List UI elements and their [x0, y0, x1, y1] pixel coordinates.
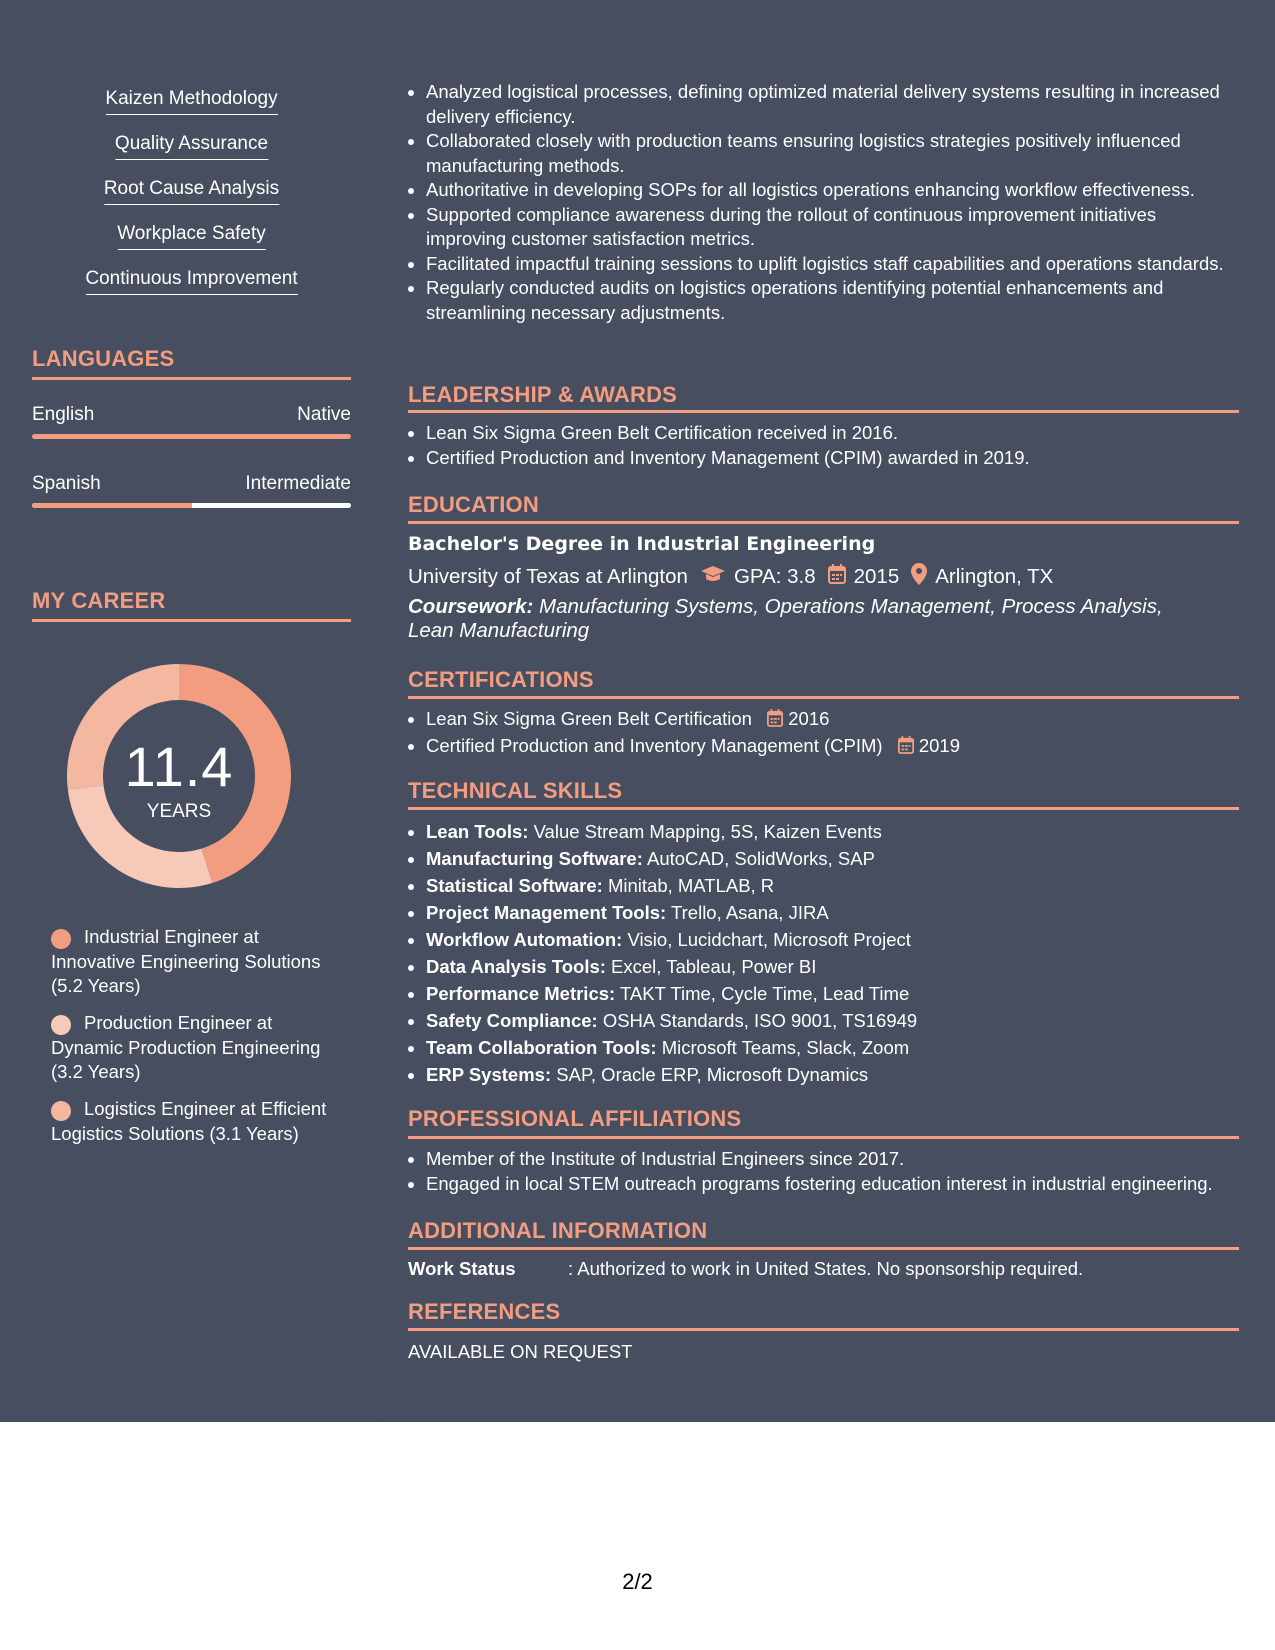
list-item: • Member of the Institute of Industrial Engineers since 2017. [426, 1147, 1257, 1172]
language-name: English [32, 404, 95, 425]
skill-value: Visio, Lucidchart, Microsoft Project [627, 929, 911, 950]
list-item [426, 980, 1236, 1007]
certification-name: Lean Six Sigma Green Belt Certification [426, 708, 752, 729]
technical-skills-list [408, 818, 1236, 1088]
additional-info-title: ADDITIONAL INFORMATION [408, 1218, 708, 1243]
skill-value: AutoCAD, SolidWorks, SAP [647, 848, 875, 869]
school-name: University of Texas at Arlington [408, 565, 688, 588]
career-rule [32, 619, 351, 622]
skill-tag: Continuous Improvement [85, 268, 297, 295]
leadership-rule [408, 410, 1239, 413]
list-item: • Analyzed logistical processes, defining optimized material delivery systems resulting in increased delivery efficiency. [426, 80, 1236, 129]
languages-rule [32, 377, 351, 380]
skill-value: Minitab, MATLAB, R [607, 875, 775, 896]
skill-tag: Kaizen Methodology [105, 88, 277, 115]
coursework-text: Manufacturing Systems, Operations Management, Process Analysis, Lean Manufacturing [408, 595, 1163, 642]
list-item [426, 1061, 1236, 1088]
education-title: EDUCATION [408, 492, 539, 517]
list-item [426, 1034, 1236, 1061]
calendar-icon [898, 736, 914, 761]
list-item [426, 845, 1236, 872]
language-name: Spanish [32, 473, 101, 494]
certifications-title: CERTIFICATIONS [408, 667, 594, 692]
references-rule [408, 1328, 1239, 1331]
list-item [426, 734, 1236, 761]
technical-skills-title: TECHNICAL SKILLS [408, 778, 623, 803]
list-item: • Collaborated closely with production teams ensuring logistics strategies positively influenced manufacturing methods. [426, 129, 1236, 178]
language-bar-fill [32, 434, 351, 439]
work-status-label: Work Status [408, 1258, 516, 1279]
list-item [426, 818, 1236, 845]
affiliations-list [408, 1147, 1257, 1196]
career-legend-item [51, 1097, 341, 1146]
calendar-icon [767, 709, 783, 734]
certifications-rule [408, 696, 1239, 699]
language-level: Intermediate [245, 473, 351, 494]
technical-skills-rule [408, 807, 1239, 810]
list-item [426, 707, 1236, 734]
list-item [426, 872, 1236, 899]
language-bar-fill [32, 503, 192, 508]
coursework-label: Coursework: [408, 595, 534, 618]
career-legend-label: Logistics Engineer at Efficient Logistics Solutions (3.1 Years) [51, 1098, 327, 1144]
languages-title: LANGUAGES [32, 346, 175, 371]
career-total-value: 11.4 [124, 735, 234, 798]
skill-tag: Workplace Safety [117, 223, 266, 250]
skill-label: Safety Compliance: [426, 1010, 598, 1031]
references-title: REFERENCES [408, 1299, 561, 1324]
career-donut-chart [66, 663, 292, 889]
career-title: MY CAREER [32, 588, 166, 613]
graduation-cap-icon [700, 565, 726, 589]
skill-value: Value Stream Mapping, 5S, Kaizen Events [533, 821, 882, 842]
gpa: GPA: 3.8 [733, 565, 816, 588]
language-bar-spanish [32, 503, 351, 508]
career-legend-item [51, 1011, 341, 1085]
page-number: 2/2 [622, 1569, 653, 1594]
list-item: • Lean Six Sigma Green Belt Certification received in 2016. [426, 421, 1236, 446]
references-text: AVAILABLE ON REQUEST [408, 1341, 633, 1362]
skill-value: SAP, Oracle ERP, Microsoft Dynamics [556, 1064, 869, 1085]
legend-dot [51, 929, 71, 949]
skill-label: Performance Metrics: [426, 983, 616, 1004]
leadership-list [408, 421, 1236, 470]
skill-label: Team Collaboration Tools: [426, 1037, 657, 1058]
career-total-unit: YEARS [146, 801, 212, 822]
list-item [426, 953, 1236, 980]
coursework [408, 595, 1208, 643]
list-item [426, 899, 1236, 926]
work-status-value: : Authorized to work in United States. No sponsorship required. [568, 1258, 1084, 1279]
skill-tag: Root Cause Analysis [104, 178, 279, 205]
career-legend-label: Industrial Engineer at Innovative Engineering Solutions (5.2 Years) [51, 926, 321, 996]
skill-value: Excel, Tableau, Power BI [611, 956, 817, 977]
list-item: • Regularly conducted audits on logistics operations identifying potential enhancements and streamlining necessary adjustments. [426, 276, 1236, 325]
degree-title: Bachelor's Degree in Industrial Engineering [408, 533, 876, 555]
list-item: • Facilitated impactful training sessions to uplift logistics staff capabilities and operations standards. [426, 252, 1236, 277]
list-item: • Certified Production and Inventory Management (CPIM) awarded in 2019. [426, 446, 1236, 471]
list-item: • Supported compliance awareness during the rollout of continuous improvement initiatives improving customer satisfaction metrics. [426, 203, 1236, 252]
education-rule [408, 521, 1239, 524]
skill-label: Statistical Software: [426, 875, 603, 896]
list-item: • Engaged in local STEM outreach programs fostering education interest in industrial engineering. [426, 1172, 1257, 1197]
skill-label: Data Analysis Tools: [426, 956, 606, 977]
list-item [426, 926, 1236, 953]
skill-label: Workflow Automation: [426, 929, 623, 950]
certification-year: 2016 [788, 708, 830, 729]
skill-tag: Quality Assurance [115, 133, 268, 160]
calendar-icon [828, 564, 846, 590]
certification-name: Certified Production and Inventory Management (CPIM) [426, 734, 883, 756]
skill-label: Lean Tools: [426, 821, 529, 842]
career-legend-item [51, 925, 341, 999]
skill-label: Manufacturing Software: [426, 848, 643, 869]
list-item [426, 1007, 1236, 1034]
additional-info-rule [408, 1247, 1239, 1250]
skill-value: Trello, Asana, JIRA [671, 902, 829, 923]
graduation-year: 2015 [853, 565, 900, 588]
location-pin-icon [911, 563, 927, 591]
list-item: • Authoritative in developing SOPs for all logistics operations enhancing workflow effectiveness. [426, 178, 1236, 203]
certifications-list [408, 707, 1236, 760]
legend-dot [51, 1101, 71, 1121]
education-meta [408, 563, 1053, 591]
language-level: Native [297, 404, 351, 425]
skill-label: Project Management Tools: [426, 902, 667, 923]
skill-value: TAKT Time, Cycle Time, Lead Time [620, 983, 910, 1004]
education-location: Arlington, TX [935, 565, 1054, 588]
column-divider [382, 0, 383, 1422]
certification-year: 2019 [918, 734, 960, 756]
language-bar-english [32, 434, 351, 439]
skill-value: Microsoft Teams, Slack, Zoom [661, 1037, 910, 1058]
experience-bullets [408, 80, 1236, 325]
skill-value: OSHA Standards, ISO 9001, TS16949 [602, 1010, 918, 1031]
affiliations-title: PROFESSIONAL AFFILIATIONS [408, 1106, 742, 1131]
skill-label: ERP Systems: [426, 1064, 552, 1085]
legend-dot [51, 1015, 71, 1035]
affiliations-rule [408, 1136, 1239, 1139]
career-legend-label: Production Engineer at Dynamic Production Engineering (3.2 Years) [51, 1012, 321, 1082]
leadership-title: LEADERSHIP & AWARDS [408, 382, 678, 407]
